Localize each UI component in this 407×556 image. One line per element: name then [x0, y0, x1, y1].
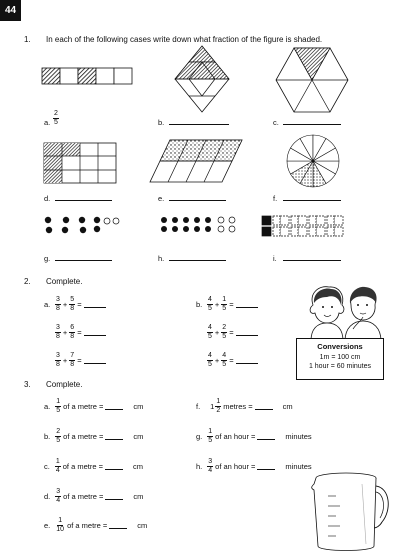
- q1-g-label: g.: [44, 254, 51, 263]
- figure-i-square: [262, 216, 271, 225]
- figure-i-square: [316, 216, 325, 225]
- q3-a-label: a.: [44, 401, 51, 411]
- q3-f-unit: cm: [282, 401, 293, 411]
- conversion-hour: 1 hour = 60 minutes: [308, 363, 372, 370]
- q2-num1: 4: [208, 296, 212, 303]
- q1-text: In each of the following cases write down what fraction of the figure is shaded.: [46, 35, 323, 44]
- q2-expression: [44, 352, 106, 368]
- q3-a-num: 1: [56, 398, 61, 405]
- figure-i-square: [291, 216, 298, 225]
- q2-num1: 4: [208, 352, 212, 359]
- q2-answer-line[interactable]: [84, 356, 106, 364]
- q3-b-answer-line[interactable]: [105, 432, 123, 440]
- figure-f: [286, 134, 340, 188]
- q3-h-answer-line[interactable]: [257, 462, 275, 470]
- q1-a-denominator: 5: [54, 118, 58, 126]
- q3-h-label: h.: [196, 461, 203, 471]
- figure-e: [150, 140, 242, 182]
- q3-f: [196, 398, 293, 414]
- q3-c-label: c.: [44, 461, 50, 471]
- q2-den1: 5: [208, 304, 212, 312]
- figure-i-square: [291, 227, 298, 236]
- children-illustration-icon: [305, 283, 381, 341]
- q3-e-den: 10: [56, 525, 65, 533]
- q3-e-answer-line[interactable]: [109, 521, 127, 529]
- q3-c-den: 4: [55, 466, 60, 474]
- q2-answer-line[interactable]: [84, 328, 106, 336]
- q3-a-den: 5: [56, 406, 61, 414]
- figure-h: [160, 216, 240, 234]
- figure-i-square: [334, 216, 343, 225]
- q3-h-den: 4: [208, 466, 213, 474]
- figure-i-square: [334, 227, 343, 236]
- q3-f-text: metres =: [223, 401, 253, 411]
- q2-den2: 8: [70, 332, 75, 340]
- q1-b-answer-line[interactable]: [169, 117, 229, 125]
- q2-den2: 8: [70, 304, 75, 312]
- q2-den1: 5: [208, 332, 212, 340]
- q3-number: 3.: [24, 380, 31, 389]
- q2-num2: 6: [70, 324, 75, 331]
- figure-i-square: [262, 227, 271, 236]
- q3-c: [44, 458, 143, 474]
- q3-f-answer-line[interactable]: [255, 402, 273, 410]
- q1-f-label: f.: [273, 194, 278, 203]
- q3-a-answer-line[interactable]: [105, 402, 123, 410]
- q2-num1: 3: [56, 296, 60, 303]
- q2-answer-line[interactable]: [236, 328, 258, 336]
- q2-item-label: a.: [44, 299, 51, 309]
- q3-h-num: 3: [208, 458, 213, 465]
- q3-d-den: 4: [56, 496, 61, 504]
- q3-g-label: g.: [196, 431, 203, 441]
- q3-g-text: of an hour =: [215, 431, 256, 441]
- q2-equals: =: [77, 355, 82, 365]
- q3-c-num: 1: [55, 458, 60, 465]
- q3-a-text: of a metre =: [63, 401, 104, 411]
- q2-num2: 4: [222, 352, 227, 359]
- q3-g: [196, 428, 312, 444]
- q3-d-answer-line[interactable]: [105, 492, 123, 500]
- figure-d: [44, 143, 116, 183]
- q1-e-label: e.: [158, 194, 165, 203]
- q2-equals: =: [77, 299, 82, 309]
- q2-num2: 5: [70, 296, 75, 303]
- q2-num1: 3: [56, 324, 60, 331]
- q3-a-unit: cm: [133, 401, 144, 411]
- conversion-metre: 1m = 100 cm: [319, 354, 361, 361]
- figure-i-square: [327, 216, 334, 225]
- q3-h: [196, 458, 312, 474]
- q3-f-den: 2: [216, 406, 221, 414]
- q1-c-answer-line[interactable]: [283, 117, 341, 125]
- q2-num2: 2: [222, 324, 227, 331]
- q1-g-answer-line[interactable]: [55, 253, 112, 261]
- q3-f-whole: 1: [210, 401, 215, 411]
- q2-num1: 4: [208, 324, 212, 331]
- q3-c-unit: cm: [132, 461, 143, 471]
- q1-i-answer-line[interactable]: [283, 253, 341, 261]
- q3-e-text: of a metre =: [67, 520, 108, 530]
- q3-f-label: f.: [196, 401, 201, 411]
- q3-g-answer-line[interactable]: [257, 432, 275, 440]
- q2-den1: 8: [56, 360, 60, 368]
- q3-b-unit: cm: [133, 431, 144, 441]
- q2-den1: 8: [56, 332, 60, 340]
- q2-plus: +: [62, 327, 68, 337]
- q2-den2: 8: [70, 360, 75, 368]
- q3-e: [44, 517, 147, 533]
- q2-equals: =: [229, 299, 234, 309]
- q2-den2: 5: [222, 360, 227, 368]
- figure-a: [42, 68, 132, 85]
- q3-c-text: of a metre =: [62, 461, 103, 471]
- figure-g: [44, 216, 124, 234]
- q2-equals: =: [229, 355, 234, 365]
- q1-f-answer-line[interactable]: [283, 193, 341, 201]
- q2-den2: 5: [222, 304, 227, 312]
- q2-equals: =: [229, 327, 234, 337]
- q1-e-answer-line[interactable]: [169, 193, 226, 201]
- q3-c-answer-line[interactable]: [105, 462, 123, 470]
- figure-i: [262, 216, 362, 238]
- q2-item-label: b.: [196, 299, 203, 309]
- q2-plus: +: [214, 299, 220, 309]
- q2-num1: 3: [56, 352, 60, 359]
- q2-answer-line[interactable]: [236, 300, 258, 308]
- q3-text: Complete.: [46, 380, 83, 389]
- q1-h-label: h.: [158, 254, 165, 263]
- q2-expression: [196, 324, 258, 340]
- q2-expression: [196, 352, 258, 368]
- conversions-title: Conversions: [317, 342, 363, 351]
- q1-c-label: c.: [273, 118, 279, 127]
- q1-a-numerator: 2: [54, 110, 58, 117]
- q2-den1: 8: [56, 304, 60, 312]
- q3-f-num: 1: [216, 398, 221, 405]
- q2-answer-line[interactable]: [236, 356, 258, 364]
- q1-b-label: b.: [158, 118, 165, 127]
- figure-i-square: [280, 227, 289, 236]
- q2-expression: [44, 324, 106, 340]
- q1-a-answer: [53, 110, 59, 126]
- q2-plus: +: [62, 299, 68, 309]
- figure-i-square: [298, 216, 307, 225]
- figure-i-square: [316, 227, 325, 236]
- q2-den1: 5: [208, 360, 212, 368]
- q2-expression: [196, 296, 258, 312]
- q3-h-unit: minutes: [285, 461, 312, 471]
- q3-b-label: b.: [44, 431, 51, 441]
- q1-d-label: d.: [44, 194, 51, 203]
- conversions-box: [296, 338, 384, 380]
- q2-num2: 7: [70, 352, 75, 359]
- q2-plus: +: [214, 355, 220, 365]
- q2-den2: 5: [222, 332, 227, 340]
- q2-num2: 1: [222, 296, 227, 303]
- q2-answer-line[interactable]: [84, 300, 106, 308]
- q3-d-text: of a metre =: [63, 491, 104, 501]
- q3-e-num: 1: [58, 517, 63, 524]
- q3-d-num: 3: [56, 488, 61, 495]
- q3-a: [44, 398, 143, 414]
- q3-h-text: of an hour =: [215, 461, 256, 471]
- q2-text: Complete.: [46, 277, 83, 286]
- q2-number: 2.: [24, 277, 31, 286]
- figure-i-square: [327, 227, 334, 236]
- q1-h-answer-line[interactable]: [169, 253, 226, 261]
- q3-b: [44, 428, 143, 444]
- q3-g-den: 5: [208, 436, 213, 444]
- q3-d-label: d.: [44, 491, 51, 501]
- q2-equals: =: [77, 327, 82, 337]
- figure-i-square: [309, 227, 316, 236]
- figure-i-square: [280, 216, 289, 225]
- q3-b-den: 5: [56, 436, 61, 444]
- figure-i-square: [298, 227, 307, 236]
- q1-a-label: a.: [44, 118, 51, 127]
- q2-plus: +: [62, 355, 68, 365]
- q3-b-num: 2: [56, 428, 61, 435]
- q3-b-text: of a metre =: [63, 431, 104, 441]
- figure-c: [276, 48, 348, 112]
- q3-g-unit: minutes: [285, 431, 312, 441]
- figure-i-square: [273, 216, 280, 225]
- q1-d-answer-line[interactable]: [55, 193, 112, 201]
- q1-number: 1.: [24, 35, 31, 44]
- q2-expression: [44, 296, 106, 312]
- q1-i-label: i.: [273, 254, 277, 263]
- q2-plus: +: [214, 327, 220, 337]
- q3-d: [44, 488, 143, 504]
- figure-i-square: [273, 227, 280, 236]
- measuring-jug-icon: [306, 470, 392, 554]
- figure-b: [175, 46, 229, 112]
- page-number: 44: [0, 0, 21, 21]
- q3-e-label: e.: [44, 520, 51, 530]
- q3-e-unit: cm: [137, 520, 148, 530]
- q3-d-unit: cm: [133, 491, 144, 501]
- figure-i-square: [309, 216, 316, 225]
- q3-g-num: 1: [208, 428, 213, 435]
